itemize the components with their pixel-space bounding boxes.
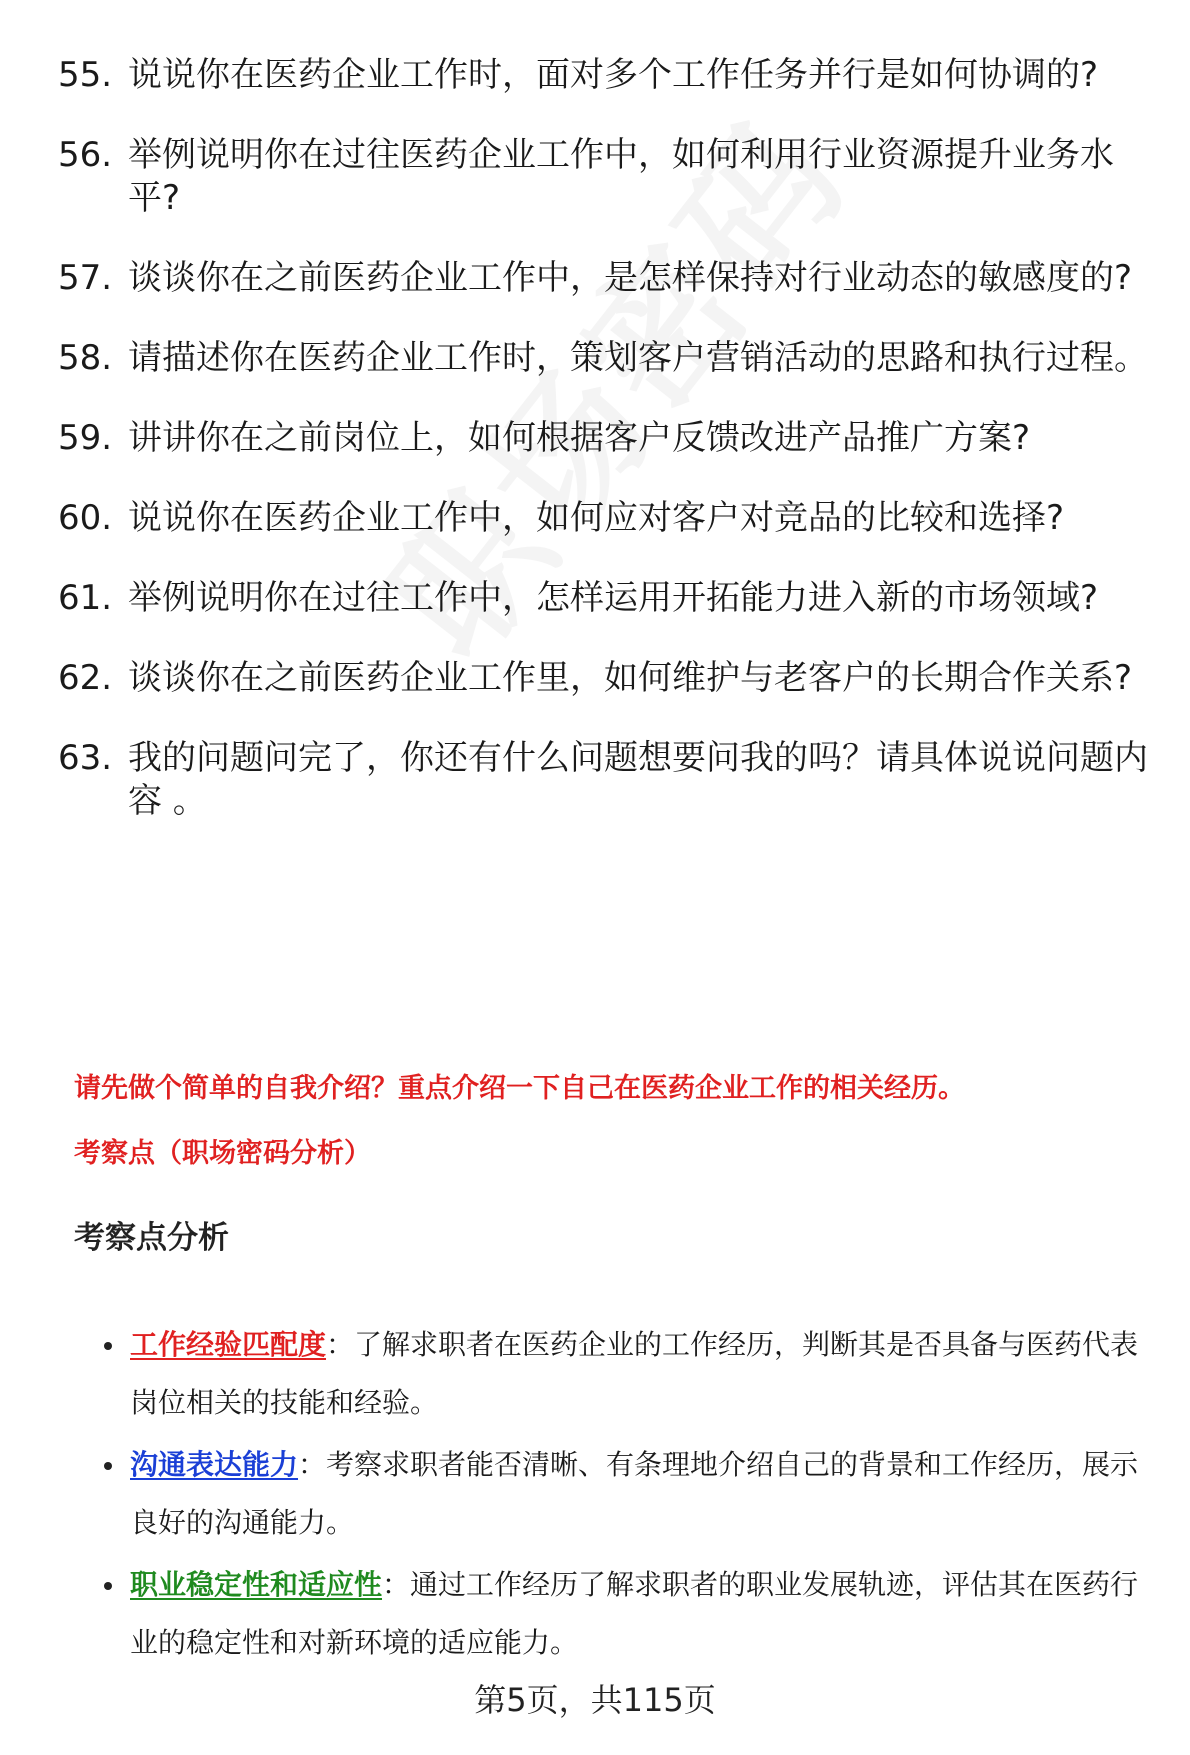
list-item: [58, 737, 1158, 823]
point-description: ：通过工作经历了解求职者的职业发展轨迹，评估其在医药行业的稳定性和对新环境的适应能力。: [130, 1568, 1139, 1659]
point-description: ：考察求职者能否清晰、有条理地介绍自己的背景和工作经历，展示良好的沟通能力。: [130, 1448, 1139, 1539]
highlight-question: 请先做个简单的自我介绍？重点介绍一下自己在医药企业工作的相关经历。: [74, 1073, 965, 1104]
question-number: 55.: [58, 55, 113, 95]
list-item: [58, 417, 1158, 460]
list-item: [104, 1316, 1154, 1432]
question-text: 讲讲你在之前岗位上，如何根据客户反馈改进产品推广方案?: [128, 418, 1031, 458]
section-label: 考察点（职场密码分析）: [74, 1138, 371, 1169]
list-item: [58, 54, 1158, 97]
question-number: 60.: [58, 498, 113, 538]
list-item: [58, 337, 1158, 380]
question-text: 举例说明你在过往医药企业工作中，如何利用行业资源提升业务水平?: [128, 135, 1114, 218]
list-item: [104, 1436, 1154, 1552]
point-description: ：了解求职者在医药企业的工作经历，判断其是否具备与医药代表岗位相关的技能和经验。: [130, 1328, 1139, 1419]
question-number: 61.: [58, 578, 113, 618]
question-text: 请描述你在医药企业工作时，策划客户营销活动的思路和执行过程。: [128, 338, 1148, 378]
question-number: 63.: [58, 738, 113, 778]
question-list: [58, 54, 1158, 860]
question-text: 谈谈你在之前医药企业工作中，是怎样保持对行业动态的敏感度的?: [128, 258, 1133, 298]
bullet-icon: [104, 1462, 112, 1470]
list-item: [58, 497, 1158, 540]
list-item: [104, 1556, 1154, 1672]
question-number: 57.: [58, 258, 113, 298]
bullet-icon: [104, 1342, 112, 1350]
list-item: [58, 657, 1158, 700]
analysis-title: 考察点分析: [74, 1220, 229, 1256]
question-text: 我的问题问完了，你还有什么问题想要问我的吗？请具体说说问题内容 。: [128, 738, 1148, 821]
question-number: 62.: [58, 658, 113, 698]
list-item: [58, 577, 1158, 620]
point-term: 工作经验匹配度: [130, 1328, 327, 1361]
question-number: 56.: [58, 135, 113, 175]
list-item: [58, 134, 1158, 220]
point-term: 职业稳定性和适应性: [130, 1568, 383, 1601]
question-number: 59.: [58, 418, 113, 458]
question-text: 说说你在医药企业工作中，如何应对客户对竞品的比较和选择?: [128, 498, 1065, 538]
page-footer: 第5页，共115页: [474, 1681, 716, 1719]
list-item: [58, 257, 1158, 300]
question-number: 58.: [58, 338, 113, 378]
point-term: 沟通表达能力: [130, 1448, 299, 1481]
question-text: 说说你在医药企业工作时，面对多个工作任务并行是如何协调的?: [128, 55, 1099, 95]
bullet-icon: [104, 1582, 112, 1590]
question-text: 谈谈你在之前医药企业工作里，如何维护与老客户的长期合作关系?: [128, 658, 1133, 698]
question-text: 举例说明你在过往工作中，怎样运用开拓能力进入新的市场领域?: [128, 578, 1099, 618]
analysis-points: [104, 1316, 1154, 1676]
